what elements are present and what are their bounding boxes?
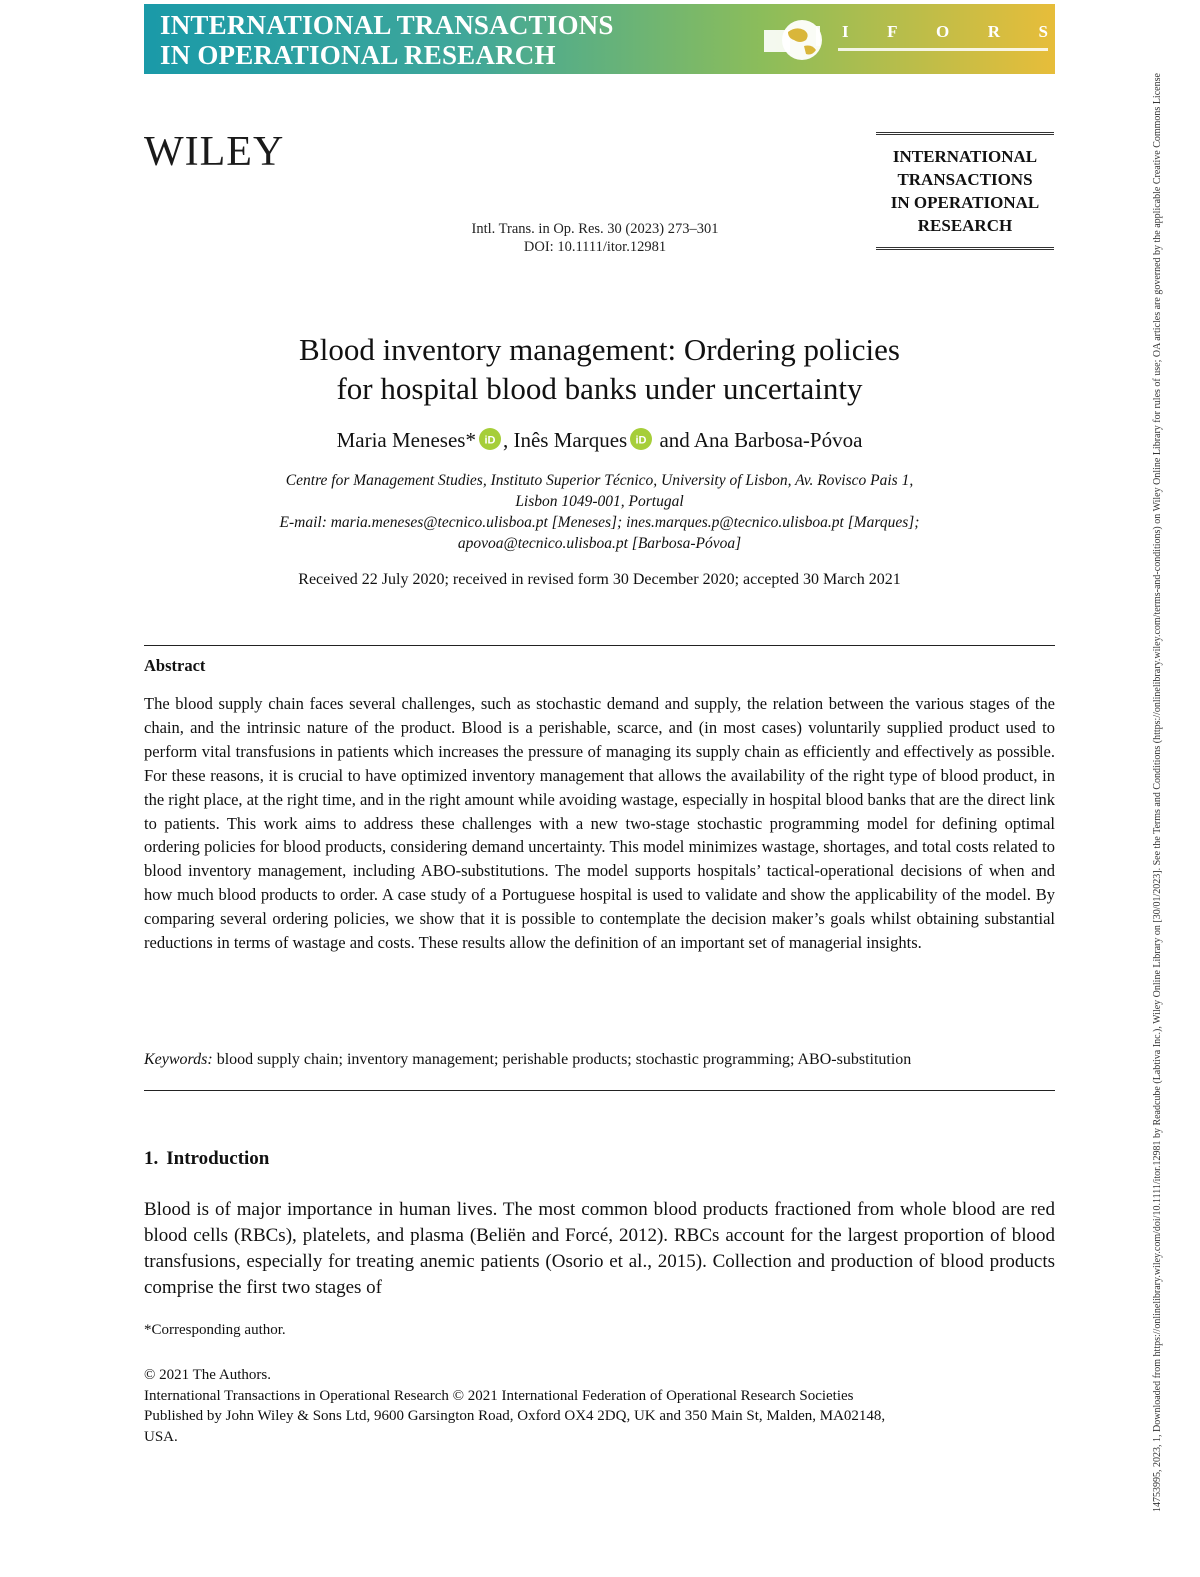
keywords-line (144, 1049, 1055, 1071)
ifors-letter: O (936, 22, 950, 41)
citation-line: Intl. Trans. in Op. Res. 30 (2023) 273–301 (471, 221, 719, 237)
email-line: E-mail: maria.meneses@tecnico.ulisboa.pt [Meneses]; ines.marques.p@tecnico.ulisboa.pt [Marques]; (279, 514, 920, 531)
divider (144, 1090, 1055, 1091)
copyright-block (144, 1365, 1055, 1447)
section-title: Introduction (166, 1148, 270, 1169)
email-line: apovoa@tecnico.ulisboa.pt [Barbosa-Póvoa] (457, 535, 742, 552)
section-heading-introduction (144, 1148, 269, 1170)
abstract-heading: Abstract (144, 656, 206, 675)
copyright-line: USA. (144, 1428, 178, 1445)
doi-line: DOI: 10.1111/itor.12981 (523, 239, 667, 255)
footnote: *Corresponding author. (144, 1322, 286, 1338)
ifors-letters (842, 22, 1048, 42)
ifors-letter: S (1038, 22, 1048, 41)
journal-name-box (876, 132, 1054, 250)
introduction-text: Blood is of major importance in human lives. The most common blood products fractioned from whole blood are red blood cells (RBCs), platelets, and plasma (Beliën and Forcé, 2012). RBCs account for the largest proportion of blood transfusions, especially for treating anemic patients (Osorio et al., 2015). Collection and production of blood products comprise the first two stages of (144, 1199, 1055, 1298)
citation-block (400, 220, 790, 256)
author-list (144, 425, 1055, 455)
banner-journal-title: INTERNATIONAL TRANSACTIONS IN OPERATIONAL RESEARCH (160, 10, 614, 70)
author-name: Maria Meneses* (336, 428, 476, 452)
ifors-letter: F (887, 22, 898, 41)
ifors-logo (764, 16, 1050, 64)
affiliation-line: Lisbon 1049-001, Portugal (515, 493, 684, 510)
copyright-line: Published by John Wiley & Sons Ltd, 9600 Garsington Road, Oxford OX4 2DQ, UK and 350 Main St, Malden, MA02148, (144, 1408, 886, 1424)
journal-banner (144, 4, 1055, 74)
received-dates: Received 22 July 2020; received in revised form 30 December 2020; accepted 30 March 2021 (298, 571, 901, 588)
ifors-subtitle-bar (838, 48, 1048, 51)
affiliation-block (144, 470, 1055, 554)
publisher-logo: WILEY (144, 129, 285, 175)
keywords-label: Keywords: (144, 1051, 213, 1068)
ifors-letter: R (987, 22, 1001, 41)
orcid-icon[interactable] (630, 428, 652, 450)
svg-text:iD: iD (635, 434, 647, 447)
orcid-icon[interactable] (479, 428, 501, 450)
article-title (144, 330, 1055, 408)
author-separator: and (654, 428, 694, 452)
globe-icon (764, 16, 834, 64)
copyright-line: © 2021 The Authors. (144, 1367, 271, 1383)
svg-text:iD: iD (484, 434, 496, 447)
article-title-line: Blood inventory management: Ordering policies (299, 332, 900, 367)
article-title-line: for hospital blood banks under uncertainty (336, 371, 863, 406)
download-side-note: 14753995, 2023, 1, Downloaded from https://onlinelibrary.wiley.com/doi/10.1111/itor.12981 by Readcube (Labtiva Inc.), Wiley Online Library on [30/01/2023]. See the Terms and Conditions (https://onlinelibrary.wiley.com/terms-and-conditions) on Wiley Online Library for rules of use; OA articles are governed by the applicable Creative Commons License (1152, 73, 1163, 1512)
abstract-text: The blood supply chain faces several challenges, such as stochastic demand and supply, the relation between the various stages of the chain, and the intrinsic nature of the product. Blood is a perishable, scarce, and (in most cases) voluntarily supplied product used to perform vital transfusions in patients which increases the pressure of managing its supply chain as efficiently and effectively as possible. For these reasons, it is crucial to have optimized inventory management that allows the availability of the right type of blood product, in the right place, at the right time, and in the right amount while avoiding wastage, especially in hospital blood banks that are the direct link to patients. This work aims to address these challenges with a new two-stage stochastic programming model for defining optimal ordering policies for blood products, considering demand uncertainty. This model minimizes wastage, shortages, and total costs related to blood inventory management, including ABO-substitutions. The model supports hospitals’ tactical-operational decisions of when and how much blood products to order. A case study of a Portuguese hospital is used to validate and show the applicability of the model. By comparing several ordering policies, we show that it is possible to contemplate the decision maker’s goals whilst obtaining substantial reductions in terms of wastage and costs. These results allow the definition of an important set of managerial insights. (144, 694, 1055, 953)
copyright-line: International Transactions in Operational Research © 2021 International Federation of Operational Research Societies (144, 1387, 854, 1404)
author-name: Inês Marques (513, 428, 628, 452)
keywords-list: blood supply chain; inventory management; perishable products; stochastic programming; ABO-substitution (212, 1051, 912, 1068)
journal-name-text: INTERNATIONAL TRANSACTIONS IN OPERATIONAL RESEARCH (890, 147, 1040, 235)
section-number: 1. (144, 1148, 159, 1169)
affiliation-line: Centre for Management Studies, Instituto Superior Técnico, University of Lisbon, Av. Rovisco Pais 1, (285, 472, 914, 489)
author-separator: , (502, 428, 514, 452)
ifors-letter: I (842, 22, 849, 41)
author-name: Ana Barbosa-Póvoa (693, 428, 863, 452)
divider (144, 645, 1055, 646)
